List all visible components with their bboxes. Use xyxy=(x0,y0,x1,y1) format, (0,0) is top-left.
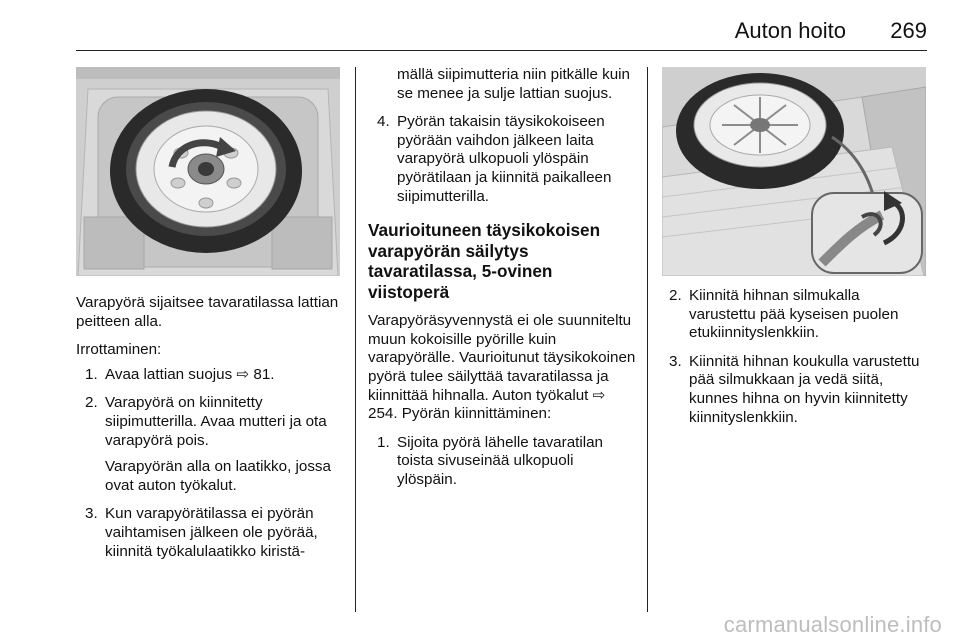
spare-wheel-drawing xyxy=(76,67,340,276)
step-number: 1. xyxy=(85,365,98,383)
section-title: Auton hoito xyxy=(734,18,846,43)
body-paragraph: Varapyöräsyvennystä ei ole suunniteltu muun kokoisille pyörille kuin varapyörälle. Vaurioitunut täysikokoinen pyörä tulee säilyttää tavaratilassa ja kiinnittää hihnalla. Auton työkalut ⇨ 254. Pyörän kiinnittäminen: xyxy=(368,312,636,423)
column-divider-left xyxy=(355,67,356,612)
boot-wheel-drawing xyxy=(662,67,926,276)
step-number: 1. xyxy=(377,433,390,451)
step-text: Kiinnitä hihnan koukulla varustettu pää silmukkaan ja vedä siitä, kunnes hihna on hyvin kiinnitetty kiinnityslenkkiin. xyxy=(689,352,920,426)
page-header xyxy=(0,0,960,52)
column-3 xyxy=(660,287,930,437)
list-item xyxy=(660,353,930,427)
step-text: Avaa lattian suojus ⇨ 81. xyxy=(105,365,275,383)
header-rule xyxy=(76,50,927,51)
removal-label: Irrottaminen: xyxy=(76,341,162,359)
list-item xyxy=(76,394,344,495)
removal-steps xyxy=(76,366,344,561)
column-2 xyxy=(368,66,636,498)
step-number: 2. xyxy=(85,394,98,412)
removal-steps-continued xyxy=(368,113,636,206)
step-text: Kiinnitä hihnan silmukalla varustettu pää kyseisen puolen etukiinnityslenkkiin. xyxy=(689,287,899,342)
step-number: 4. xyxy=(377,113,390,131)
page-number: 269 xyxy=(890,18,927,43)
step-note: Varapyörän alla on laatikko, jossa ovat auton työkalut. xyxy=(105,458,331,494)
spare-wheel-illustration xyxy=(76,67,340,276)
strapped-wheel-illustration xyxy=(662,67,926,276)
column-1 xyxy=(76,294,344,571)
step-number: 3. xyxy=(669,352,682,370)
step-number: 2. xyxy=(669,287,682,304)
step-text: Kun varapyörätilassa ei pyörän vaihtamisen jälkeen ole pyörää, kiinnitä työkalulaatikko kiristä- xyxy=(105,505,318,560)
list-item xyxy=(368,113,636,206)
step-text: Sijoita pyörä lähelle tavaratilan toista sivuseinää ulkopuoli ylöspäin. xyxy=(397,433,603,488)
fixing-steps-continued xyxy=(660,287,930,427)
list-item xyxy=(660,287,930,343)
step-text: Varapyörä on kiinnitetty siipimutterilla. Avaa mutteri ja ota varapyörä pois. xyxy=(105,394,327,449)
step-text: Pyörän takaisin täysikokoiseen pyörään vaihdon jälkeen laita varapyörä ulkopuoli ylöspäin pyörätilaan ja kiinnitä paikalleen siipimutterilla. xyxy=(397,113,612,205)
list-item xyxy=(76,505,344,561)
section-heading: Vaurioituneen täysikokoisen varapyörän säilytys tavaratilassa, 5-ovinen viistoperä xyxy=(368,220,601,302)
fixing-steps xyxy=(368,434,636,490)
column-divider-right xyxy=(647,67,648,612)
site-watermark: carmanualsonline.info xyxy=(723,612,942,637)
intro-paragraph: Varapyörä sijaitsee tavaratilassa lattian peitteen alla. xyxy=(76,294,339,330)
continuation-text: mällä siipimutteria niin pitkälle kuin se menee ja sulje lattian suojus. xyxy=(397,66,630,102)
list-item xyxy=(76,366,344,385)
list-item xyxy=(368,434,636,490)
step-number: 3. xyxy=(85,505,98,523)
